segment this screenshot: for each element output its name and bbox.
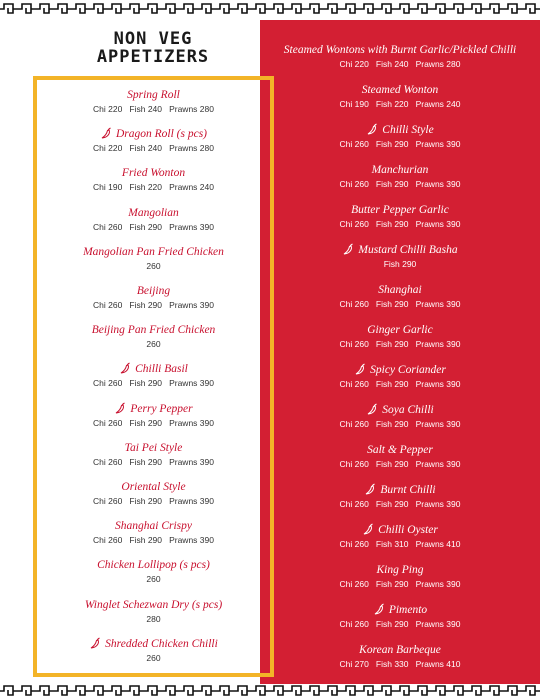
menu-item-name: Tai Pei Style	[124, 441, 183, 454]
menu-item-prices: Chi 260 Fish 310 Prawns 410	[339, 539, 461, 549]
menu-item	[260, 403, 540, 430]
menu-item	[37, 441, 270, 468]
menu-item	[37, 88, 270, 115]
menu-item	[37, 323, 270, 350]
menu-item-name: Pimento	[388, 604, 428, 616]
menu-item-name-row	[260, 203, 540, 217]
menu-item-prices: Chi 220 Fish 240 Prawns 280	[93, 143, 214, 154]
menu-item-name: Beijing	[136, 285, 171, 297]
menu-item	[260, 443, 540, 470]
menu-item-name: Mangolian Pan Fried Chicken	[83, 245, 224, 258]
menu-item-prices: Chi 260 Fish 290 Prawns 390	[339, 379, 461, 389]
menu-item-prices: Chi 260 Fish 290 Prawns 390	[339, 499, 461, 509]
menu-item-name-row	[260, 603, 540, 617]
menu-item-name-row	[260, 403, 540, 417]
menu-item	[37, 637, 270, 664]
menu-item-name: King Ping	[376, 564, 424, 576]
menu-item-name-row	[37, 558, 270, 572]
menu-item	[37, 480, 270, 507]
menu-item-name-row	[37, 402, 270, 416]
menu-item-prices: Chi 220 Fish 240 Prawns 280	[93, 104, 214, 114]
menu-item-name: Perry Pepper	[130, 402, 193, 415]
menu-item	[260, 323, 540, 350]
menu-item-prices: Chi 260 Fish 290 Prawns 390	[93, 378, 214, 389]
greek-key-border-icon	[0, 684, 540, 698]
menu-item-name: Fried Wonton	[121, 167, 186, 180]
menu-item-name: Winglet Schezwan Dry (s pcs)	[84, 598, 223, 611]
menu-item	[260, 363, 540, 390]
bottom-border	[0, 684, 540, 698]
menu-item	[260, 203, 540, 230]
menu-item-prices: Chi 260 Fish 290 Prawns 390	[339, 459, 461, 469]
menu-item	[37, 402, 270, 429]
menu-item-prices: 260	[146, 339, 161, 350]
menu-item-prices: 260	[146, 652, 161, 663]
menu-item-prices: Chi 260 Fish 290 Prawns 390	[339, 299, 461, 309]
menu-item-name: Oriental Style	[121, 481, 186, 493]
chili-pepper-icon	[89, 637, 101, 649]
menu-item-name: Mustard Chilli Basha	[358, 244, 458, 256]
menu-item-name: Manchurian	[371, 164, 429, 176]
menu-item-prices: Chi 260 Fish 290 Prawns 390	[339, 179, 461, 189]
section-title-line1: NON VEG	[113, 29, 193, 49]
menu-item-name: Soya Chilli	[382, 404, 434, 416]
menu-item-name: Chilli Style	[382, 124, 434, 136]
section-title-line2: APPETIZERS	[96, 47, 210, 67]
menu-item-prices: Chi 260 Fish 290 Prawns 390	[339, 619, 461, 629]
menu-item-name: Ginger Garlic	[367, 324, 433, 336]
menu-item-prices: Chi 260 Fish 290 Prawns 390	[339, 139, 461, 149]
menu-item	[260, 43, 540, 70]
menu-item	[37, 558, 270, 585]
greek-key-border-icon	[0, 2, 540, 16]
menu-item	[260, 483, 540, 510]
menu-item-name-row	[37, 598, 270, 612]
menu-item-name-row	[260, 83, 540, 97]
menu-item	[37, 127, 270, 154]
menu-item-name-row	[37, 637, 270, 651]
menu-item-prices: Fish 290	[383, 259, 417, 269]
menu-item-name-row	[260, 43, 540, 57]
chili-pepper-icon	[119, 362, 131, 374]
menu-item-prices: Chi 260 Fish 290 Prawns 390	[339, 419, 461, 429]
menu-item	[37, 284, 270, 311]
menu-item	[260, 523, 540, 550]
menu-item-name-row	[37, 441, 270, 455]
menu-item-name-row	[37, 323, 270, 337]
menu-item-prices: Chi 190 Fish 220 Prawns 240	[93, 182, 214, 193]
menu-item-name: Steamed Wontons with Burnt Garlic/Pickled Chilli	[283, 44, 517, 56]
menu-item	[260, 563, 540, 590]
chili-pepper-icon	[342, 243, 354, 255]
menu-item-name-row	[260, 123, 540, 137]
menu-item-name: Chilli Basil	[135, 363, 188, 376]
menu-item-prices: Chi 190 Fish 220 Prawns 240	[339, 99, 461, 109]
menu-item-prices: Chi 260 Fish 290 Prawns 390	[93, 221, 214, 232]
menu-item-name: Shanghai Crispy	[115, 520, 192, 533]
menu-item	[260, 123, 540, 150]
menu-item-prices: 280	[146, 613, 161, 624]
menu-item	[37, 362, 270, 389]
menu-item	[37, 598, 270, 625]
menu-item-name-row	[260, 163, 540, 177]
menu-item-name-row	[37, 245, 270, 259]
menu-item-name-row	[260, 483, 540, 497]
section-title	[78, 30, 228, 66]
menu-item-prices: Chi 260 Fish 290 Prawns 390	[339, 219, 461, 229]
menu-item-prices: Chi 260 Fish 290 Prawns 390	[93, 535, 214, 546]
menu-item-name: Chicken Lollipop (s pcs)	[97, 559, 210, 572]
menu-item-name-row	[37, 127, 270, 141]
menu-item-name: Korean Barbeque	[359, 644, 441, 656]
menu-item-name-row	[37, 88, 270, 102]
menu-item	[37, 166, 270, 193]
menu-item-name: Butter Pepper Garlic	[351, 204, 449, 216]
menu-item	[260, 163, 540, 190]
menu-item-name: Burnt Chilli	[380, 484, 436, 496]
menu-item-name-row	[37, 284, 270, 298]
menu-item	[260, 83, 540, 110]
menu-item-name: Chilli Oyster	[378, 524, 438, 536]
menu-item	[260, 243, 540, 270]
chili-pepper-icon	[366, 123, 378, 135]
menu-item-name-row	[260, 443, 540, 457]
menu-item-name: Dragon Roll (s pcs)	[115, 128, 208, 141]
menu-item-name-row	[37, 206, 270, 220]
menu-item-name-row	[260, 523, 540, 537]
menu-item-name-row	[37, 362, 270, 376]
menu-item-name: Shredded Chicken Chilli	[105, 637, 218, 650]
menu-item-prices: Chi 220 Fish 240 Prawns 280	[339, 59, 461, 69]
menu-item-name: Shanghai	[378, 284, 422, 296]
top-border	[0, 2, 540, 16]
menu-item-prices: Chi 260 Fish 290 Prawns 390	[93, 417, 214, 428]
menu-item-prices: Chi 270 Fish 330 Prawns 410	[339, 659, 461, 669]
menu-item-name-row	[37, 166, 270, 180]
menu-item-name-row	[260, 243, 540, 257]
menu-item-name: Spicy Coriander	[370, 364, 446, 376]
menu-item	[260, 643, 540, 670]
menu-item-name-row	[260, 563, 540, 577]
menu-item-name: Mangolian	[128, 206, 179, 219]
menu-item-prices: Chi 260 Fish 290 Prawns 390	[93, 496, 214, 506]
menu-item-name-row	[37, 480, 270, 494]
menu-item-prices: Chi 260 Fish 290 Prawns 390	[339, 579, 461, 589]
menu-item-name: Salt & Pepper	[367, 444, 433, 456]
menu-item-prices: 260	[146, 260, 161, 271]
menu-item-name-row	[260, 283, 540, 297]
menu-item-prices: 260	[146, 574, 161, 585]
chili-pepper-icon	[354, 363, 366, 375]
menu-item-name-row	[260, 363, 540, 377]
chili-pepper-icon	[362, 523, 374, 535]
chili-pepper-icon	[364, 483, 376, 495]
chili-pepper-icon	[100, 127, 112, 139]
menu-item-name-row	[37, 519, 270, 533]
menu-item-name: Beijing Pan Fried Chicken	[91, 324, 216, 337]
menu-item	[37, 519, 270, 546]
menu-item-name-row	[260, 323, 540, 337]
chili-pepper-icon	[114, 402, 126, 414]
chili-pepper-icon	[366, 403, 378, 415]
menu-item-name-row	[260, 643, 540, 657]
menu-item	[37, 245, 270, 272]
menu-item-prices: Chi 260 Fish 290 Prawns 390	[93, 456, 214, 467]
menu-item	[260, 603, 540, 630]
menu-item-name: Spring Roll	[127, 89, 180, 101]
menu-item-prices: Chi 260 Fish 290 Prawns 390	[93, 300, 214, 310]
menu-item	[260, 283, 540, 310]
menu-item-name: Steamed Wonton	[361, 84, 439, 96]
chili-pepper-icon	[373, 603, 385, 615]
menu-item-prices: Chi 260 Fish 290 Prawns 390	[339, 339, 461, 349]
menu-item	[37, 206, 270, 233]
